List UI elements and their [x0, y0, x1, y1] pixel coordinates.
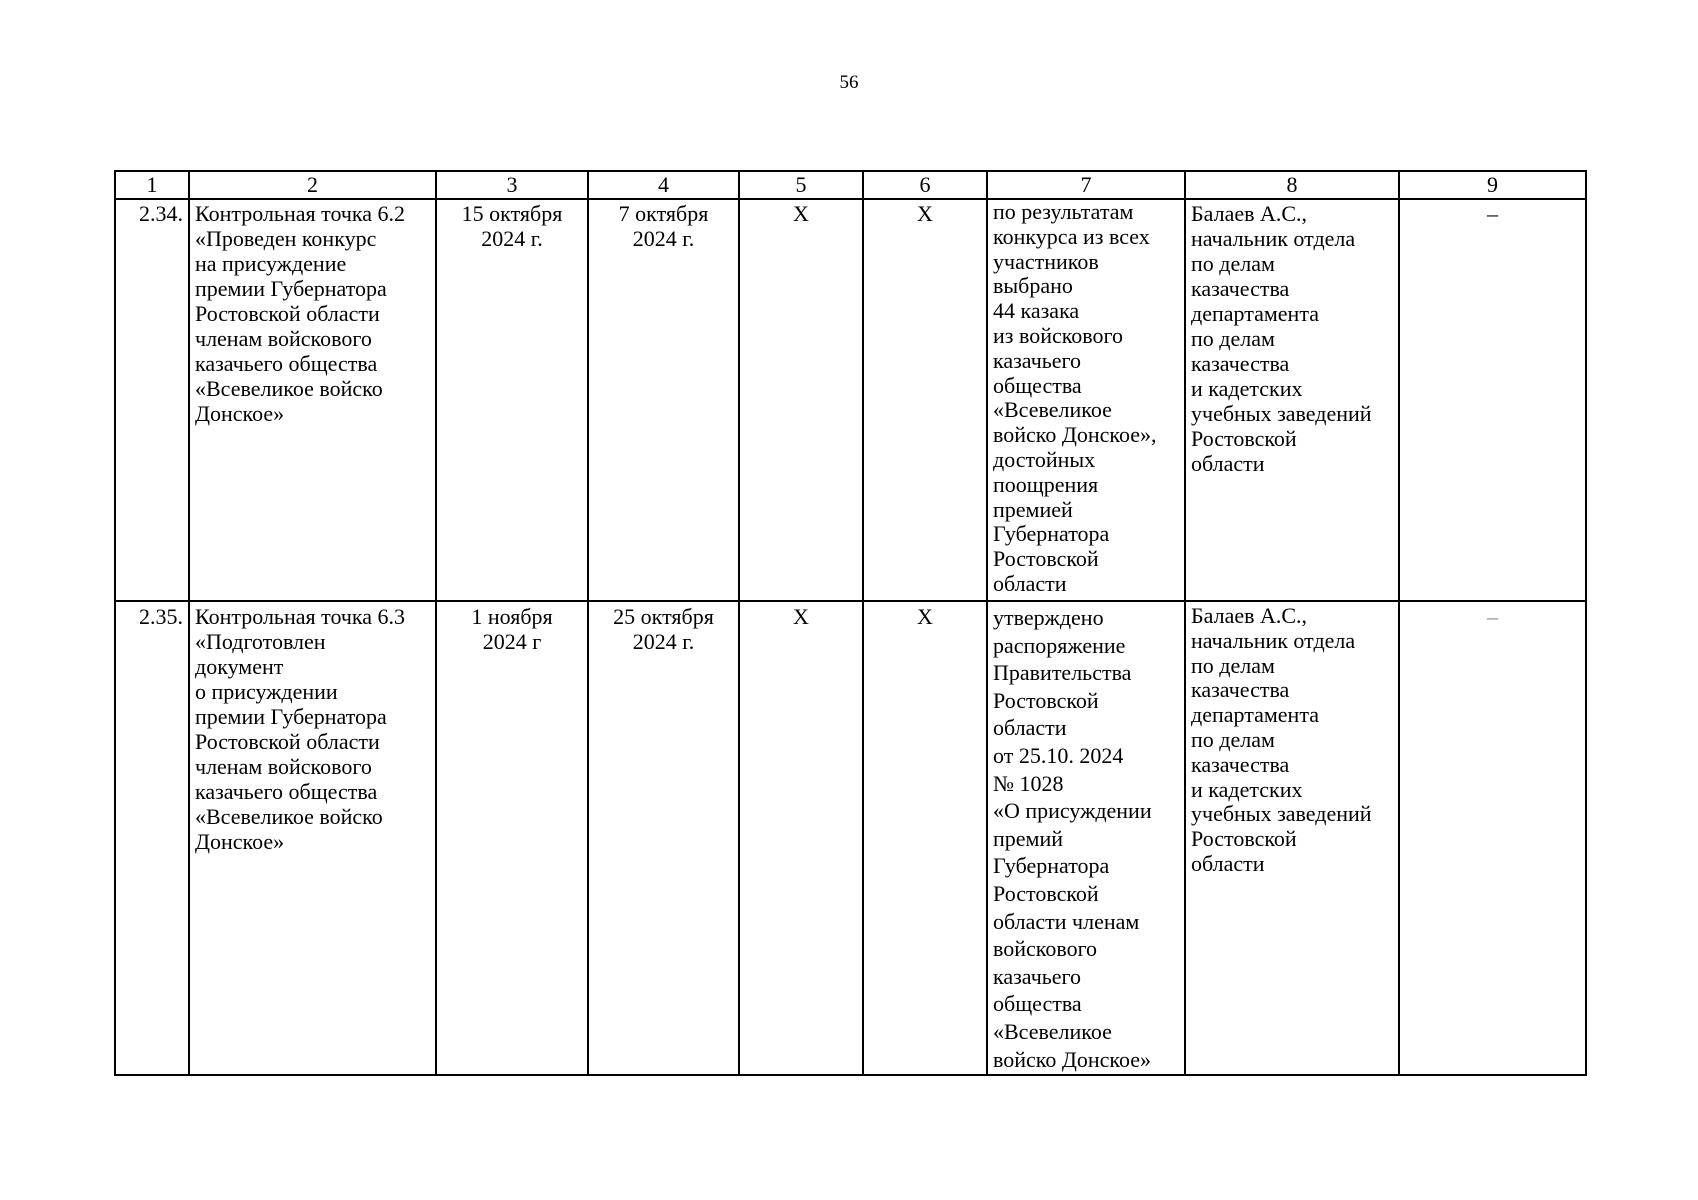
control-point-cell — [189, 601, 436, 1075]
header-cell: 1 — [115, 171, 189, 199]
col6-value: Х — [917, 201, 933, 226]
col6-value: Х — [917, 604, 933, 629]
planned-date-cell — [436, 199, 588, 601]
actual-date: 25 октября 2024 г. — [613, 604, 714, 654]
col6-cell — [863, 601, 987, 1075]
row-number: 2.35. — [139, 604, 183, 629]
planned-date: 1 ноября 2024 г — [471, 604, 553, 654]
actual-date-cell — [588, 601, 739, 1075]
result-cell — [987, 199, 1185, 601]
header-cell: 6 — [863, 171, 987, 199]
planned-date: 15 октября 2024 г. — [461, 201, 563, 251]
header-cell: 3 — [436, 171, 588, 199]
col9-cell — [1399, 199, 1586, 601]
report-table — [114, 170, 1587, 1076]
header-cell: 2 — [189, 171, 436, 199]
page-number: 56 — [839, 72, 859, 93]
responsible-text: Балаев А.С., начальник отдела по делам казачества департамента по делам казачества и кадетских учебных заведений Ростовской области — [1191, 603, 1372, 876]
header-cell: 7 — [987, 171, 1185, 199]
table-row — [115, 601, 1586, 1075]
header-cell: 9 — [1399, 171, 1586, 199]
responsible-cell — [1185, 199, 1399, 601]
table-row — [115, 199, 1586, 601]
col6-cell — [863, 199, 987, 601]
actual-date: 7 октября 2024 г. — [618, 201, 709, 251]
result-text: по результатам конкурса из всех участников выбрано 44 казака из войскового казачьего общества «Всевеликое войско Донское», достойных поощрения премией Губернатора Ростовской области — [993, 199, 1157, 596]
responsible-cell — [1185, 601, 1399, 1075]
control-point-cell — [189, 199, 436, 601]
row-number: 2.34. — [139, 201, 183, 226]
row-number-cell — [115, 601, 189, 1075]
row-number-cell — [115, 199, 189, 601]
control-point-text: Контрольная точка 6.3 «Подготовлен документ о присуждении премии Губернатора Ростовской области членам войскового казачьего общества «Всевеликое войско Донское» — [195, 604, 406, 854]
col5-value: Х — [793, 604, 809, 629]
table-header-row — [115, 171, 1586, 199]
col5-value: Х — [793, 201, 809, 226]
col9-value: – — [1487, 604, 1498, 629]
result-text: утверждено распоряжение Правительства Ростовской области от 25.10. 2024 № 1028 «О присуждении премий Губернатора Ростовской области членам войскового казачьего общества «Всевеликое войско Донское» — [993, 605, 1152, 1072]
actual-date-cell — [588, 199, 739, 601]
col9-cell — [1399, 601, 1586, 1075]
col5-cell — [739, 199, 863, 601]
col9-value: – — [1487, 201, 1498, 226]
planned-date-cell — [436, 601, 588, 1075]
header-cell: 8 — [1185, 171, 1399, 199]
header-cell: 5 — [739, 171, 863, 199]
header-cell: 4 — [588, 171, 739, 199]
result-cell — [987, 601, 1185, 1075]
responsible-text: Балаев А.С., начальник отдела по делам казачества департамента по делам казачества и кадетских учебных заведений Ростовской области — [1191, 201, 1372, 476]
col5-cell — [739, 601, 863, 1075]
control-point-text: Контрольная точка 6.2 «Проведен конкурс на присуждение премии Губернатора Ростовской области членам войскового казачьего общества «Всевеликое войско Донское» — [195, 201, 406, 426]
